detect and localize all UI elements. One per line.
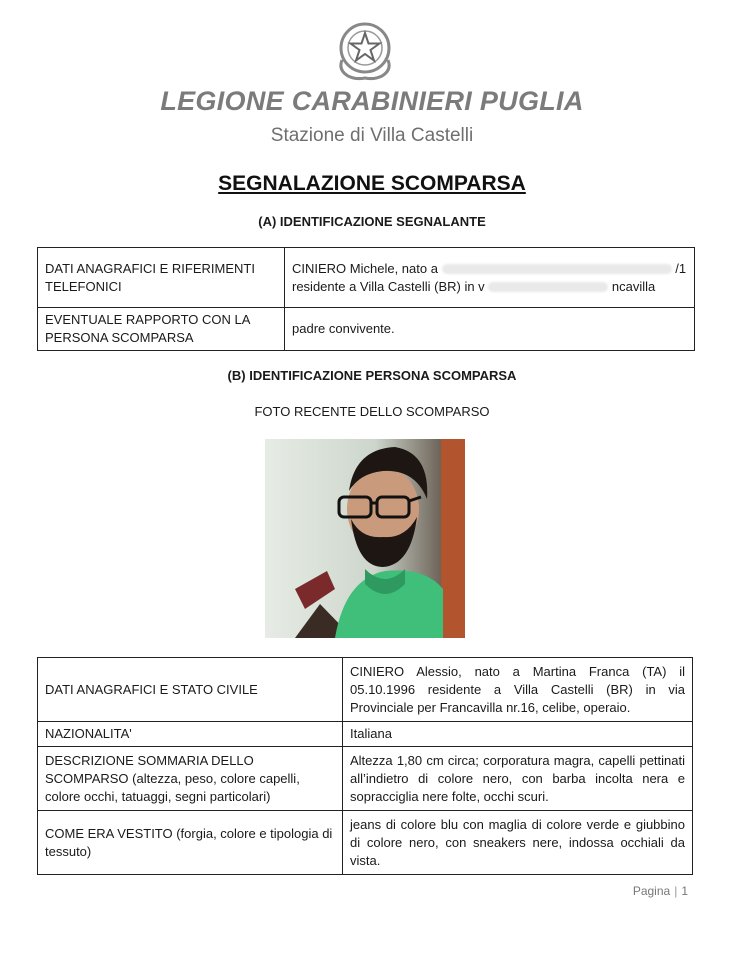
clothing-label: COME ERA VESTITO (forgia, colore e tipologia di tessuto) xyxy=(38,811,343,875)
reporter-value-line2: residente a Villa Castelli (BR) in v ncavilla xyxy=(292,278,656,294)
clothing-value: jeans di colore blu con maglia di colore verde e giubbino di colore nero, con sneakers nere, indossa occhiali da vista. xyxy=(343,811,693,875)
page-title: LEGIONE CARABINIERI PUGLIA xyxy=(160,86,584,116)
missing-person-photo xyxy=(265,439,465,638)
reporter-value-line1: CINIERO Michele, nato a /1 xyxy=(292,260,687,276)
page-number: 1 xyxy=(681,884,688,898)
relationship-label: EVENTUALE RAPPORTO CON LA PERSONA SCOMPARSA xyxy=(38,308,285,351)
missing-person-table xyxy=(37,657,693,875)
nationality-value: Italiana xyxy=(343,722,693,747)
table-row xyxy=(38,722,693,747)
page-label: Pagina xyxy=(632,884,671,898)
reporter-data-value xyxy=(285,248,695,308)
table-row xyxy=(38,248,695,308)
personal-data-label: DATI ANAGRAFICI E STATO CIVILE xyxy=(38,658,343,722)
relationship-value: padre convivente. xyxy=(285,308,695,351)
photo-caption: FOTO RECENTE DELLO SCOMPARSO xyxy=(254,404,490,419)
description-label: DESCRIZIONE SOMMARIA DELLO SCOMPARSO (altezza, peso, colore capelli, colore occhi, tatuaggi, segni particolari) xyxy=(38,747,343,811)
personal-data-value: CINIERO Alessio, nato a Martina Franca (TA) il 05.10.1996 residente a Villa Castelli (BR) in via Provinciale per Francavilla nr.16, celibe, operaio. xyxy=(343,658,693,722)
redacted-text xyxy=(488,282,608,292)
document-title: SEGNALAZIONE SCOMPARSA xyxy=(218,172,526,195)
section-a-heading: (A) IDENTIFICAZIONE SEGNALANTE xyxy=(258,214,486,229)
section-b-heading: (B) IDENTIFICAZIONE PERSONA SCOMPARSA xyxy=(227,368,517,383)
page-separator: | xyxy=(674,884,678,898)
table-row xyxy=(38,811,693,875)
table-row xyxy=(38,658,693,722)
italian-republic-emblem-icon xyxy=(334,18,396,84)
reporter-data-label: DATI ANAGRAFICI E RIFERIMENTI TELEFONICI xyxy=(38,248,285,308)
table-row xyxy=(38,308,695,351)
redacted-text xyxy=(442,264,672,274)
description-value: Altezza 1,80 cm circa; corporatura magra, capelli pettinati all’indietro di colore nero, con barba incolta nera e sopracciglia nere folte, occhi scuri. xyxy=(343,747,693,811)
page-footer xyxy=(633,884,688,898)
nationality-label: NAZIONALITA' xyxy=(38,722,343,747)
station-subtitle: Stazione di Villa Castelli xyxy=(270,125,474,146)
reporter-table xyxy=(37,247,695,351)
table-row xyxy=(38,747,693,811)
